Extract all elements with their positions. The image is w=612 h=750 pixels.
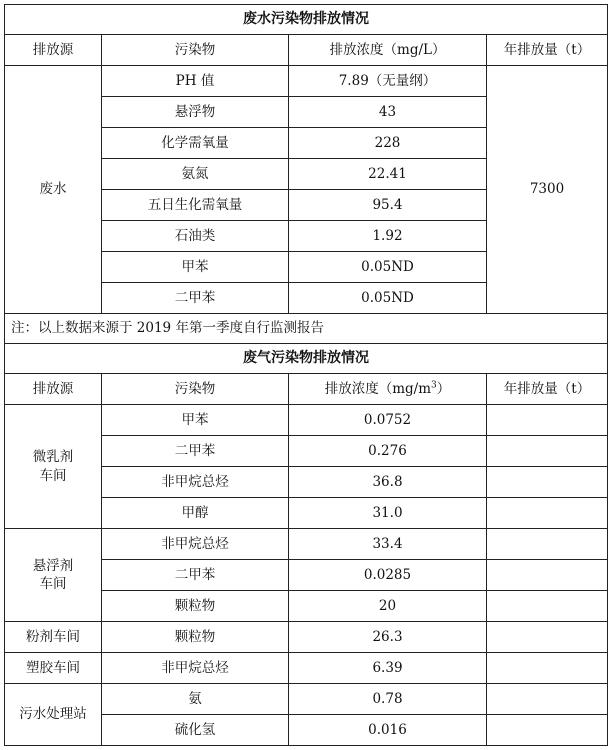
- water-section-title: 废水污染物排放情况: [5, 5, 608, 35]
- water-pollutant: 悬浮物: [102, 97, 289, 128]
- air-annual-cell: [487, 622, 608, 653]
- air-pollutant: 非甲烷总烃: [102, 529, 289, 560]
- air-annual-cell: [487, 715, 608, 746]
- air-pollutant: 颗粒物: [102, 591, 289, 622]
- air-source-cell: 塑胶车间: [5, 653, 102, 684]
- air-header-annual: 年排放量（t）: [487, 374, 608, 405]
- water-value: 43: [289, 97, 487, 128]
- air-source-cell: 污水处理站: [5, 684, 102, 746]
- air-source-line: 车间: [39, 467, 67, 484]
- air-value: 33.4: [289, 529, 487, 560]
- water-header-concentration: 排放浓度（mg/L）: [289, 35, 487, 66]
- air-source-cell: [5, 529, 102, 622]
- water-pollutant: PH 值: [102, 66, 289, 97]
- water-pollutant: 氨氮: [102, 159, 289, 190]
- air-source-line: 悬浮剂: [32, 557, 74, 574]
- air-section-title: 废气污染物排放情况: [5, 344, 608, 374]
- air-source-cell: [5, 405, 102, 529]
- air-pollutant: 甲醇: [102, 498, 289, 529]
- water-value: 1.92: [289, 221, 487, 252]
- data-source-note: 注：以上数据来源于 2019 年第一季度自行监测报告: [5, 314, 608, 344]
- water-annual-cell: 7300: [487, 66, 608, 314]
- water-value: 0.05ND: [289, 252, 487, 283]
- water-value: 0.05ND: [289, 283, 487, 314]
- air-value: 0.78: [289, 684, 487, 715]
- air-pollutant: 氨: [102, 684, 289, 715]
- water-pollutant: 二甲苯: [102, 283, 289, 314]
- water-pollutant: 化学需氧量: [102, 128, 289, 159]
- air-header-concentration: [289, 374, 487, 405]
- air-header-concentration-suffix: ）: [436, 380, 451, 397]
- air-pollutant: 二甲苯: [102, 436, 289, 467]
- air-annual-cell: [487, 405, 608, 436]
- air-pollutant: 非甲烷总烃: [102, 653, 289, 684]
- air-value: 31.0: [289, 498, 487, 529]
- air-annual-cell: [487, 436, 608, 467]
- air-pollutant: 颗粒物: [102, 622, 289, 653]
- air-annual-cell: [487, 498, 608, 529]
- water-value: 95.4: [289, 190, 487, 221]
- water-pollutant: 五日生化需氧量: [102, 190, 289, 221]
- air-header-concentration-sup: 3: [431, 380, 437, 391]
- water-source-cell: 废水: [5, 66, 102, 314]
- air-source-cell: 粉剂车间: [5, 622, 102, 653]
- air-header-source: 排放源: [5, 374, 102, 405]
- water-value: 7.89（无量纲）: [289, 66, 487, 97]
- air-annual-cell: [487, 529, 608, 560]
- air-pollutant: 甲苯: [102, 405, 289, 436]
- water-pollutant: 甲苯: [102, 252, 289, 283]
- water-value: 228: [289, 128, 487, 159]
- air-value: 0.0752: [289, 405, 487, 436]
- water-header-pollutant: 污染物: [102, 35, 289, 66]
- air-pollutant: 二甲苯: [102, 560, 289, 591]
- air-value: 0.0285: [289, 560, 487, 591]
- water-header-annual: 年排放量（t）: [487, 35, 608, 66]
- emission-table: [4, 4, 608, 746]
- air-annual-cell: [487, 560, 608, 591]
- air-annual-cell: [487, 684, 608, 715]
- water-value: 22.41: [289, 159, 487, 190]
- air-source-line: 车间: [39, 576, 67, 592]
- air-value: 20: [289, 591, 487, 622]
- air-value: 26.3: [289, 622, 487, 653]
- water-pollutant: 石油类: [102, 221, 289, 252]
- air-pollutant: 硫化氢: [102, 715, 289, 746]
- air-value: 0.276: [289, 436, 487, 467]
- air-header-concentration-prefix: 排放浓度（mg/m: [324, 380, 432, 397]
- air-annual-cell: [487, 467, 608, 498]
- water-header-source: 排放源: [5, 35, 102, 66]
- air-annual-cell: [487, 591, 608, 622]
- air-annual-cell: [487, 653, 608, 684]
- air-header-pollutant: 污染物: [102, 374, 289, 405]
- air-source-line: 微乳剂: [32, 449, 74, 466]
- air-value: 36.8: [289, 467, 487, 498]
- air-value: 0.016: [289, 715, 487, 746]
- air-value: 6.39: [289, 653, 487, 684]
- air-pollutant: 非甲烷总烃: [102, 467, 289, 498]
